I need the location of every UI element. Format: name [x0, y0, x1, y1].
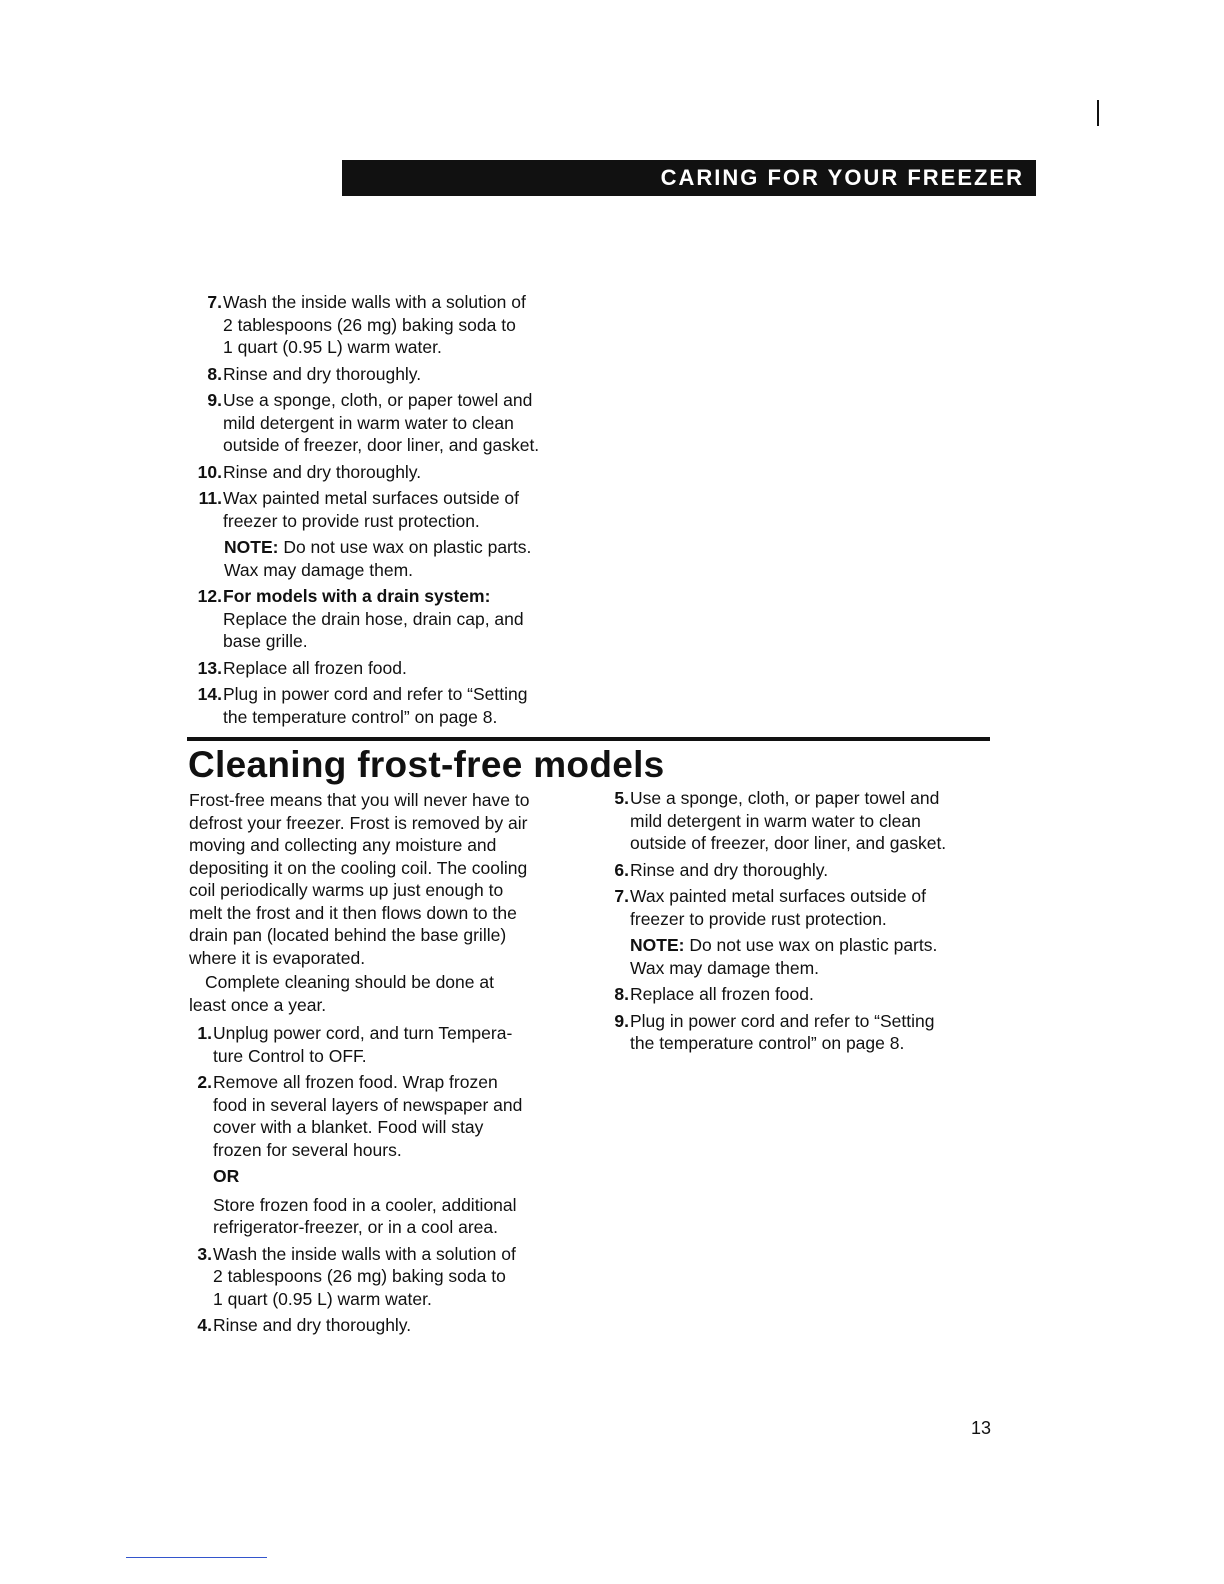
step-number: 7.	[207, 292, 222, 312]
step-line: Rinse and dry thoroughly.	[223, 363, 422, 384]
intro-line: drain pan (located behind the base grille)	[189, 925, 507, 945]
step-line: Unplug power cord, and turn Tempera-	[213, 1023, 513, 1043]
note-line: Wax may damage them.	[224, 559, 414, 580]
intro-paragraph	[189, 789, 584, 969]
step-line: 1 quart (0.95 L) warm water.	[213, 1288, 432, 1309]
step-number: 5.	[614, 788, 629, 808]
step-line: Wax painted metal surfaces outside of	[223, 488, 520, 508]
intro-line: defrost your freezer. Frost is removed by air	[189, 812, 528, 833]
footer-rule	[126, 1557, 267, 1558]
step-line: frozen for several hours.	[213, 1139, 402, 1160]
step-number: 8.	[614, 984, 629, 1004]
step-line: Replace the drain hose, drain cap, and	[223, 608, 524, 629]
right-column	[606, 787, 1001, 1059]
step-bold-lead: For models with a drain system:	[223, 586, 491, 606]
list-item	[189, 1071, 584, 1161]
step-line: ture Control to OFF.	[213, 1045, 367, 1066]
note	[630, 934, 1001, 979]
intro-line: melt the frost and it then flows down to the	[189, 902, 517, 923]
step-number: 9.	[614, 1010, 629, 1031]
step-line: Rinse and dry thoroughly.	[213, 1315, 412, 1335]
list-item	[188, 657, 583, 680]
step-line: Wax painted metal surfaces outside of	[630, 886, 927, 906]
list-item	[188, 461, 583, 484]
note-line: Do not use wax on plastic parts.	[684, 935, 938, 955]
step-line: the temperature control” on page 8.	[630, 1033, 905, 1053]
step-number: 12.	[197, 586, 222, 606]
section-title: Cleaning frost-free models	[188, 744, 665, 785]
step-line: food in several layers of newspaper and	[213, 1094, 523, 1115]
list-item	[606, 787, 1001, 855]
step-number: 6.	[614, 859, 629, 880]
list-item	[189, 1243, 584, 1311]
list-item	[188, 389, 583, 457]
step-number: 14.	[197, 684, 222, 704]
top-instructions-list	[188, 291, 583, 732]
intro-line: moving and collecting any moisture and	[189, 835, 497, 855]
step-line: Use a sponge, cloth, or paper towel and	[630, 788, 940, 808]
list-item	[189, 1314, 584, 1337]
step-line: outside of freezer, door liner, and gasket.	[630, 833, 947, 853]
margin-mark	[1097, 100, 1099, 126]
or-label: OR	[213, 1166, 240, 1186]
section-header-bar	[342, 160, 1036, 196]
intro-line: least once a year.	[189, 994, 327, 1015]
list-item	[606, 885, 1001, 930]
step-line: Replace all frozen food.	[630, 984, 814, 1004]
step-number: 13.	[197, 657, 222, 678]
list-item	[188, 683, 583, 728]
note-line: Do not use wax on plastic parts.	[278, 537, 532, 557]
step-number: 2.	[197, 1072, 212, 1092]
step-line: Plug in power cord and refer to “Setting	[223, 684, 528, 704]
step-line: Rinse and dry thoroughly.	[630, 859, 829, 880]
step-line: freezer to provide rust protection.	[630, 908, 887, 929]
step-line: cover with a blanket. Food will stay	[213, 1117, 484, 1137]
step-line: mild detergent in warm water to clean	[223, 412, 514, 433]
section-header-title: CARING FOR YOUR FREEZER	[660, 165, 1024, 190]
step-number: 7.	[614, 886, 629, 906]
left-column	[189, 789, 584, 1341]
step-line: Wash the inside walls with a solution of	[223, 292, 526, 312]
step-line: outside of freezer, door liner, and gasket.	[223, 435, 540, 455]
step-line: Use a sponge, cloth, or paper towel and	[223, 390, 533, 410]
step-line: mild detergent in warm water to clean	[630, 810, 921, 831]
page-number: 13	[971, 1418, 992, 1438]
intro-line: Complete cleaning should be done at	[205, 972, 494, 992]
step-number: 1.	[197, 1023, 212, 1043]
list-item	[606, 1010, 1001, 1055]
step-line: the temperature control” on page 8.	[223, 706, 498, 727]
step-line: freezer to provide rust protection.	[223, 510, 480, 531]
step-line: Wash the inside walls with a solution of	[213, 1243, 516, 1264]
or-line: Store frozen food in a cooler, additional	[213, 1194, 517, 1215]
step-line: 2 tablespoons (26 mg) baking soda to	[213, 1266, 506, 1286]
list-item	[188, 291, 583, 359]
section-divider	[187, 737, 990, 741]
step-number: 8.	[207, 363, 222, 384]
intro-paragraph-2	[189, 971, 584, 1016]
step-line: 1 quart (0.95 L) warm water.	[223, 337, 442, 357]
list-item	[188, 585, 583, 653]
step-number: 10.	[197, 461, 222, 482]
or-block	[213, 1165, 584, 1239]
step-number: 4.	[197, 1315, 212, 1335]
list-item	[606, 983, 1001, 1006]
step-number: 3.	[197, 1243, 212, 1264]
step-line: Plug in power cord and refer to “Setting	[630, 1010, 935, 1031]
intro-line: Frost-free means that you will never have to	[189, 790, 530, 810]
list-item	[606, 859, 1001, 882]
step-line: 2 tablespoons (26 mg) baking soda to	[223, 314, 516, 335]
list-item	[188, 363, 583, 386]
list-item	[188, 487, 583, 532]
step-number: 11.	[198, 488, 222, 508]
or-line: refrigerator-freezer, or in a cool area.	[213, 1217, 498, 1237]
step-line: base grille.	[223, 631, 308, 651]
intro-line: coil periodically warms up just enough to	[189, 880, 504, 900]
step-line: Rinse and dry thoroughly.	[223, 461, 422, 482]
intro-line: where it is evaporated.	[189, 947, 366, 968]
note-line: Wax may damage them.	[630, 957, 820, 978]
note-label: NOTE:	[224, 537, 279, 557]
step-line: Remove all frozen food. Wrap frozen	[213, 1072, 498, 1092]
note-label: NOTE:	[630, 935, 685, 955]
list-item	[189, 1022, 584, 1067]
step-number: 9.	[207, 390, 222, 410]
step-line: Replace all frozen food.	[223, 657, 407, 678]
note	[224, 536, 583, 581]
intro-line: depositing it on the cooling coil. The cooling	[189, 857, 528, 878]
